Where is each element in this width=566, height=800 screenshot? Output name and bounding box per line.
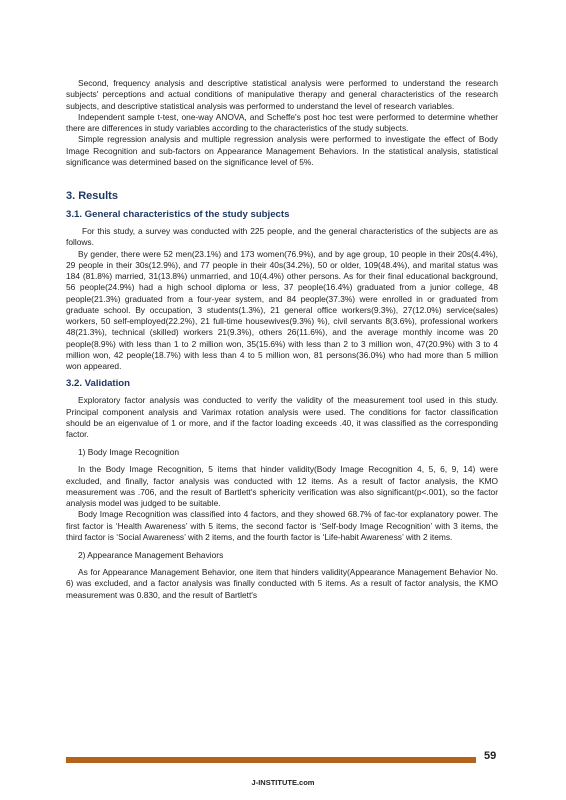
results-heading: 3. Results: [66, 190, 118, 202]
section-3-2-paragraph-1: Exploratory factor analysis was conducted to verify the validity of the measurement tool used in this study. Principal component analysis and Varimax rotation analysis were used. The conditions for factor classification should be an eigenvalue of 1 or more, and if the factor loading exceeds .40, it was classified as the corresponding factor.: [66, 395, 498, 439]
section-3-2-heading: 3.2. Validation: [66, 378, 130, 390]
subsection-1-paragraph-2: Body Image Recognition was classified into 4 factors, and they showed 68.7% of fac-tor explanatory power. The first factor is ‘Health Awareness’ with 5 items, the second factor is ‘Self-body Image Recognition’ with 3 items, the third factor is ‘Social Awareness’ with 2 items, and the fourth factor is ‘Life-habit Awareness’ with 2 items.: [66, 509, 498, 542]
section-3-1-paragraph-2: By gender, there were 52 men(23.1%) and 173 women(76.9%), and by age group, 10 people in their 20s(4.4%), 29 people in their 30s(12.9%), and 77 people in their 40s(34.2%), 50 or older, 109(48.4%), and marital status was 184 (81.8%) married, 31(13.8%) unmarried, and 10(4.4%) other persons. As for their final educational background, 56 people(24.9%) had a high school diploma or less, 37 people(16.4%) graduated from a junior college, 48 people(21.3%) graduated from a four-year system, and 84 people(37.3%) were enrolled in or graduated from graduate school. By occupation, 3 students(1.3%), 21 general office workers(9.3%), 27(12.0%) service(sales) workers, 50 self-employed(22.2%), 21 full-time housewives(9.3%) %), civil servants 8(3.6%), professional workers 48(21.3%), technical (skilled) workers 21(9.3%), others 26(11.6%), and the average monthly income was 20 people(8.9%) with less than 1 to 2 million won, 35(15.6%) with less than 2 to 3 million won, 47(20.9%) with 3 to 4 million won, 42 people(18.7%) with less than 4 to 5 million won, 81 persons(36.0%) who had more than 5 million won appeared.: [66, 248, 498, 371]
subsection-1-paragraph-1: In the Body Image Recognition, 5 items that hinder validity(Body Image Recognition 4, 5, 6, 9, 14) were excluded, and finally, factor analysis was conducted with 12 items. As a result of factor analysis, the KMO measurement was .706, and the result of Bartlett's sphericity verification was also significant(p<.001), so the factor analysis model was judged to be suitable.: [66, 464, 498, 508]
section-3-1-paragraph-1: For this study, a survey was conducted with 225 people, and the general characteristics of the subjects are as follows.: [66, 226, 498, 248]
subsection-2-heading: 2) Appearance Management Behaviors: [78, 550, 224, 560]
footer-bar: [66, 757, 476, 763]
page-body: [66, 78, 498, 601]
intro-paragraph-2: Independent sample t-test, one-way ANOVA, and Scheffe's post hoc test were performed to determine whether there are differences in study variables according to the characteristics of the study subjects.: [66, 111, 498, 133]
subsection-2-paragraph-1: As for Appearance Management Behavior, one item that hinders validity(Appearance Management Behavior No. 6) was excluded, and a factor analysis was finally conducted with 5 items. As a result of factor analysis, the KMO measurement was 0.830, and the result of Bartlett's: [66, 567, 498, 600]
subsection-1-heading: 1) Body Image Recognition: [78, 447, 180, 458]
section-3-1-heading: 3.1. General characteristics of the study subjects: [66, 209, 290, 220]
intro-paragraph-1: Second, frequency analysis and descriptive statistical analysis were performed to understand the research subjects' perceptions and actual conditions of manipulative therapy and general characteristics of the research subjects, and descriptive statistical analysis was performed to understand the level of research variables.: [66, 78, 498, 111]
footer-site-link[interactable]: J-INSTITUTE.com: [251, 778, 315, 787]
intro-paragraph-3: Simple regression analysis and multiple regression analysis were performed to investigate the effect of Body Image Recognition and sub-factors on Appearance Management Behaviors. In the statistical analysis, statistical significance was determined based on the significance level of 5%.: [66, 134, 498, 167]
page-number: 59: [484, 750, 497, 762]
